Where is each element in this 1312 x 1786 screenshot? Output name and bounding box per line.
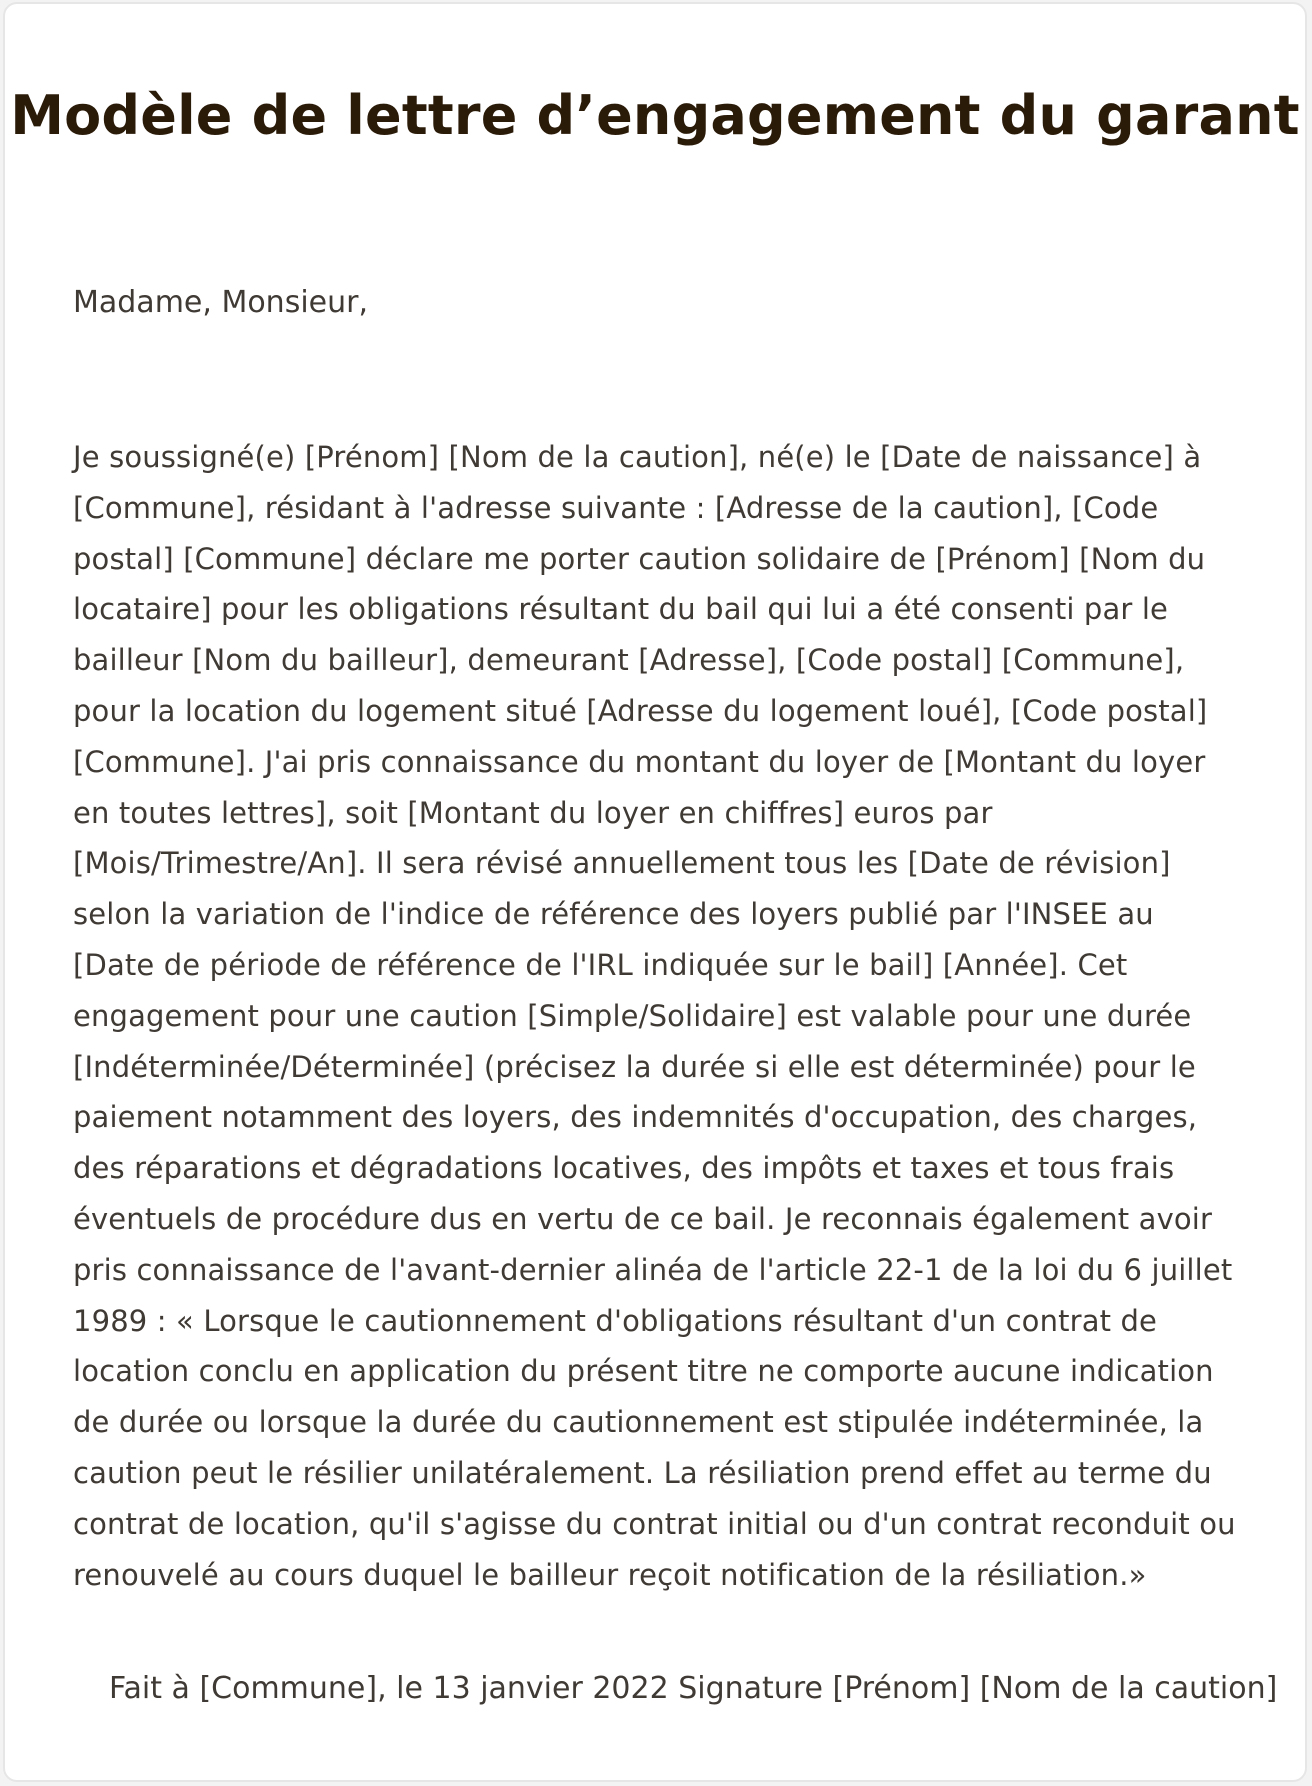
- page-title: Modèle de lettre d’engagement du garant: [10, 84, 1300, 147]
- letter-body: Je soussigné(e) [Prénom] [Nom de la caution], né(e) le [Date de naissance] à [Commune], résidant à l'adresse suivante : [Adresse de la caution], [Code postal] [Commune] déclare me porter caution solidaire de [Prénom] [Nom du locataire] pour les obligations résultant du bail qui lui a été consenti par le bailleur [Nom du bailleur], demeurant [Adresse], [Code postal] [Commune], pour la location du logement situé [Adresse du logement loué], [Code postal] [Commune]. J'ai pris connaissance du montant du loyer de [Montant du loyer en toutes lettres], soit [Montant du loyer en chiffres] euros par [Mois/Trimestre/An]. Il sera révisé annuellement tous les [Date de révision] selon la variation de l'indice de référence des loyers publié par l'INSEE au [Date de période de référence de l'IRL indiquée sur le bail] [Année]. Cet engagement pour une caution [Simple/Solidaire] est valable pour une durée [Indéterminée/Déterminée] (précisez la durée si elle est déterminée) pour le paiement notamment des loyers, des indemnités d'occupation, des charges, des réparations et dégradations locatives, des impôts et taxes et tous frais éventuels de procédure dus en vertu de ce bail. Je reconnais également avoir pris connaissance de l'avant-dernier alinéa de l'article 22-1 de la loi du 6 juillet 1989 : « Lorsque le cautionnement d'obligations résultant d'un contrat de location conclu en application du présent titre ne comporte aucune indication de durée ou lorsque la durée du cautionnement est stipulée indéterminée, la caution peut le résilier unilatéralement. La résiliation prend effet au terme du contrat de location, qu'il s'agisse du contrat initial ou d'un contrat reconduit ou renouvelé au cours duquel le bailleur reçoit notification de la résiliation.»: [73, 440, 1236, 1592]
- signature-line: Fait à [Commune], le 13 janvier 2022 Signature [Prénom] [Nom de la caution]: [109, 1671, 1278, 1706]
- salutation: Madame, Monsieur,: [73, 285, 369, 320]
- letter-card: [3, 2, 1307, 1782]
